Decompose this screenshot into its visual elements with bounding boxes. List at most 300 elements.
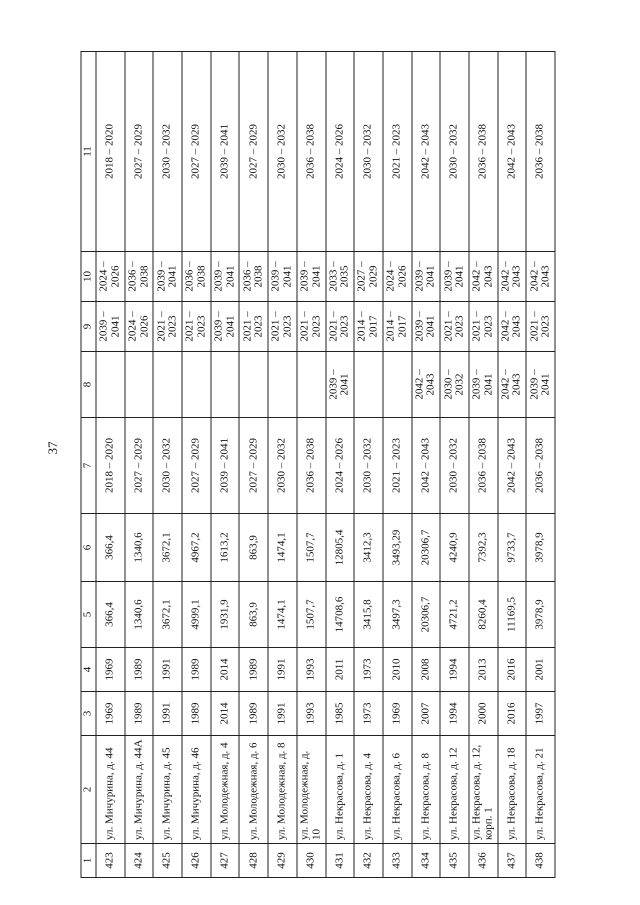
table-cell-v6: [354, 514, 383, 582]
column-header: 2: [81, 736, 96, 844]
table-cell-v6: [96, 514, 125, 582]
table-cell-year_c4: [239, 648, 268, 692]
cell-text: 1989: [247, 658, 259, 681]
table-cell-year_built: [182, 692, 211, 736]
cell-text: ул. Некрасова, д. 12: [447, 747, 460, 840]
cell-text: 2039 – 2041: [470, 369, 495, 400]
cell-text: 4721,2: [447, 599, 460, 630]
table-cell-period7: [211, 418, 240, 514]
cell-text: 430: [304, 852, 317, 869]
cell-text: 2011: [333, 658, 346, 681]
table-cell-v5: [326, 582, 355, 648]
table-cell-c9: [297, 302, 326, 352]
table-cell-c10: [297, 252, 326, 302]
table-cell-c8: [96, 352, 125, 418]
cell-text: 2024 – 2026: [333, 124, 346, 179]
cell-text: 2042 – 2043: [470, 261, 495, 292]
table-cell-c8: [412, 352, 441, 418]
table-cell-period11: [526, 52, 555, 252]
table-row: [268, 52, 297, 878]
cell-text: 2030 – 2032: [275, 124, 288, 179]
cell-text: 438: [533, 852, 546, 869]
table-cell-v6: [498, 514, 527, 582]
cell-text: 1507,7: [304, 599, 317, 630]
cell-text: 436: [476, 852, 489, 869]
cell-text: 2021 – 2023: [298, 311, 323, 342]
cell-text: 366,4: [103, 535, 116, 560]
cell-text: 2027 – 2029: [247, 438, 259, 493]
cell-text: 2024 – 2026: [126, 311, 151, 342]
table-cell-c8: [297, 352, 326, 418]
table-cell-period11: [125, 52, 154, 252]
cell-text: 2014 – 2017: [384, 311, 409, 342]
cell-text: 1931,9: [218, 599, 231, 630]
table-row: [383, 52, 412, 878]
table-cell-c10: [239, 252, 268, 302]
table-cell-period7: [469, 418, 498, 514]
table-cell-c9: [412, 302, 441, 352]
cell-text: 1340,6: [132, 532, 145, 563]
cell-text: 1969: [390, 702, 403, 725]
table-cell-num: [153, 844, 182, 878]
table-cell-year_built: [354, 692, 383, 736]
table-cell-v6: [326, 514, 355, 582]
table-cell-addr: [297, 736, 326, 844]
table-cell-v5: [239, 582, 268, 648]
cell-text: 427: [218, 852, 231, 869]
cell-text: 2014: [218, 702, 231, 725]
column-header: 8: [81, 352, 96, 418]
table-cell-period11: [182, 52, 211, 252]
table-cell-period7: [182, 418, 211, 514]
cell-text: 1989: [189, 702, 202, 725]
cell-text: 428: [247, 852, 259, 869]
table-cell-v6: [383, 514, 412, 582]
cell-text: 2036 – 2038: [476, 124, 489, 179]
table-cell-v6: [182, 514, 211, 582]
cell-text: 2024 – 2026: [384, 261, 409, 292]
cell-text: 2013: [476, 658, 489, 681]
table-cell-period11: [498, 52, 527, 252]
table-row: [125, 52, 154, 878]
table-cell-v5: [469, 582, 498, 648]
cell-text: 2016: [505, 702, 518, 725]
cell-text: 2021 – 2023: [390, 438, 403, 493]
table-cell-year_built: [211, 692, 240, 736]
cell-text: 20306,7: [419, 596, 432, 633]
table-cell-period11: [354, 52, 383, 252]
table-cell-v6: [211, 514, 240, 582]
table-cell-period11: [440, 52, 469, 252]
cell-text: 3412,3: [361, 532, 374, 563]
cell-text: 2021 – 2023: [390, 124, 403, 179]
cell-text: 2036 – 2038: [304, 438, 317, 493]
table-cell-c10: [498, 252, 527, 302]
table-cell-v6: [469, 514, 498, 582]
column-header: 10: [81, 252, 96, 302]
table-cell-addr: [153, 736, 182, 844]
cell-text: 1993: [304, 658, 317, 681]
cell-text: 2042 – 2043: [528, 261, 552, 292]
cell-text: 2000: [476, 702, 489, 725]
table-cell-num: [297, 844, 326, 878]
cell-text: ул. Некрасова, д. 12, корп. 1: [470, 744, 495, 840]
table-cell-year_built: [125, 692, 154, 736]
cell-text: 2018 – 2020: [103, 124, 116, 179]
cell-text: 9733,7: [505, 532, 518, 563]
table-row: [153, 52, 182, 878]
table-cell-period7: [326, 418, 355, 514]
table-cell-v6: [239, 514, 268, 582]
cell-text: 14708,6: [333, 596, 346, 633]
table-cell-year_c4: [326, 648, 355, 692]
table-cell-period7: [125, 418, 154, 514]
cell-text: 2042 – 2043: [505, 124, 518, 179]
cell-text: 2021 – 2023: [470, 311, 495, 342]
cell-text: 3672,1: [160, 532, 173, 563]
table-cell-c8: [354, 352, 383, 418]
table-cell-period7: [96, 418, 125, 514]
cell-text: 2042 – 2043: [419, 438, 432, 493]
cell-text: 863,9: [247, 602, 259, 627]
cell-text: 12805,4: [333, 529, 346, 566]
table-cell-year_c4: [153, 648, 182, 692]
column-header: 5: [81, 582, 96, 648]
table-cell-c8: [125, 352, 154, 418]
cell-text: 2021 – 2023: [155, 311, 179, 342]
table-cell-v5: [153, 582, 182, 648]
cell-text: 1993: [304, 702, 317, 725]
table-cell-v6: [526, 514, 555, 582]
cell-text: 2036 – 2038: [241, 261, 265, 292]
cell-text: 2039 – 2041: [413, 311, 437, 342]
cell-text: 426: [189, 852, 202, 869]
table-cell-period11: [153, 52, 182, 252]
table-cell-period11: [268, 52, 297, 252]
table-row: [326, 52, 355, 878]
cell-text: 1991: [160, 702, 173, 725]
table-cell-addr: [354, 736, 383, 844]
table-cell-year_built: [469, 692, 498, 736]
table-cell-c9: [125, 302, 154, 352]
cell-text: 2042 – 2043: [499, 261, 523, 292]
cell-text: 2039 – 2041: [327, 369, 351, 400]
table-cell-c9: [526, 302, 555, 352]
cell-text: 863,9: [247, 535, 259, 560]
cell-text: 1969: [103, 702, 116, 725]
table-cell-v5: [354, 582, 383, 648]
table-row: [354, 52, 383, 878]
table-cell-c9: [326, 302, 355, 352]
table-cell-year_built: [96, 692, 125, 736]
cell-text: 2036 – 2038: [533, 438, 546, 493]
cell-text: 8260,4: [476, 599, 489, 630]
table-cell-c9: [354, 302, 383, 352]
table-cell-c8: [153, 352, 182, 418]
cell-text: 425: [160, 852, 173, 869]
cell-text: 2039 – 2041: [218, 124, 231, 179]
table-cell-year_c4: [469, 648, 498, 692]
table-cell-period7: [440, 418, 469, 514]
cell-text: 2021 – 2023: [442, 311, 466, 342]
cell-text: 433: [390, 852, 403, 869]
table-row: [469, 52, 498, 878]
cell-text: 1474,1: [275, 599, 288, 630]
table-row: [182, 52, 211, 878]
table-cell-year_c4: [268, 648, 297, 692]
table-cell-v5: [96, 582, 125, 648]
table-cell-num: [526, 844, 555, 878]
column-header: 3: [81, 692, 96, 736]
cell-text: 1969: [103, 658, 116, 681]
cell-text: 2039 – 2041: [212, 311, 237, 342]
table-cell-num: [498, 844, 527, 878]
cell-text: 2039 – 2041: [528, 369, 552, 400]
table-cell-period11: [96, 52, 125, 252]
table-cell-num: [383, 844, 412, 878]
table-row: [211, 52, 240, 878]
column-header: 4: [81, 648, 96, 692]
table-cell-year_c4: [440, 648, 469, 692]
table-cell-year_built: [498, 692, 527, 736]
cell-text: 2036 – 2038: [126, 261, 151, 292]
cell-text: 2039 – 2041: [212, 261, 237, 292]
page-number: 37: [45, 441, 60, 455]
table-cell-addr: [498, 736, 527, 844]
cell-text: ул. Молодежная, д. 4: [218, 742, 231, 840]
table-cell-period7: [153, 418, 182, 514]
table-cell-addr: [96, 736, 125, 844]
cell-text: 2039 – 2041: [155, 261, 179, 292]
table-cell-period11: [297, 52, 326, 252]
cell-text: ул. Мичурина, д. 46: [189, 747, 202, 840]
table-cell-c9: [469, 302, 498, 352]
cell-text: 435: [447, 852, 460, 869]
table-cell-v5: [383, 582, 412, 648]
cell-text: 1989: [132, 702, 145, 725]
table-cell-num: [211, 844, 240, 878]
cell-text: 1997: [533, 702, 546, 725]
cell-text: 1991: [275, 658, 288, 681]
table-cell-c10: [211, 252, 240, 302]
table-cell-year_c4: [354, 648, 383, 692]
table-cell-c10: [96, 252, 125, 302]
table-cell-v6: [125, 514, 154, 582]
table-cell-c8: [326, 352, 355, 418]
cell-text: 1989: [247, 702, 259, 725]
cell-text: 1989: [189, 658, 202, 681]
cell-text: ул. Некрасова, д. 8: [419, 753, 432, 840]
cell-text: 2027 – 2029: [247, 124, 259, 179]
table-cell-period11: [469, 52, 498, 252]
cell-text: ул. Некрасова, д. 18: [505, 747, 518, 840]
cell-text: 434: [419, 852, 432, 869]
table-cell-c10: [412, 252, 441, 302]
cell-text: 4999,1: [189, 599, 202, 630]
cell-text: 7392,3: [476, 532, 489, 563]
cell-text: 2030 – 2032: [447, 438, 460, 493]
cell-text: 4967,2: [189, 532, 202, 563]
cell-text: 2021 – 2023: [269, 311, 294, 342]
cell-text: ул. Мичурина, д. 45: [160, 747, 173, 840]
table-cell-c10: [383, 252, 412, 302]
table-body: [96, 52, 555, 878]
cell-text: 2010: [390, 658, 403, 681]
cell-text: 431: [333, 852, 346, 869]
table-cell-c10: [125, 252, 154, 302]
table-cell-c8: [526, 352, 555, 418]
table-cell-c8: [182, 352, 211, 418]
table-cell-period7: [297, 418, 326, 514]
table-cell-v6: [412, 514, 441, 582]
table-cell-num: [354, 844, 383, 878]
table-cell-v5: [182, 582, 211, 648]
table-cell-num: [96, 844, 125, 878]
table-cell-c9: [211, 302, 240, 352]
table-cell-addr: [182, 736, 211, 844]
table-cell-v5: [412, 582, 441, 648]
table-cell-c10: [182, 252, 211, 302]
table-cell-period7: [526, 418, 555, 514]
table-cell-c8: [268, 352, 297, 418]
table-cell-c10: [440, 252, 469, 302]
cell-text: 1973: [361, 702, 374, 725]
table-cell-year_built: [412, 692, 441, 736]
table-cell-c8: [383, 352, 412, 418]
table-cell-year_built: [440, 692, 469, 736]
cell-text: 2021 – 2023: [327, 311, 351, 342]
housing-table: [81, 51, 556, 878]
table-cell-num: [268, 844, 297, 878]
table-cell-year_c4: [297, 648, 326, 692]
table-cell-num: [326, 844, 355, 878]
cell-text: ул. Молодежная, д. 6: [247, 742, 259, 840]
table-cell-addr: [469, 736, 498, 844]
cell-text: 2036 – 2038: [304, 124, 317, 179]
table-cell-c10: [354, 252, 383, 302]
cell-text: 2042 – 2043: [499, 311, 523, 342]
cell-text: 1613,2: [218, 532, 231, 563]
cell-text: ул. Мичурина, д. 44: [103, 747, 116, 840]
table-cell-year_built: [153, 692, 182, 736]
cell-text: 2024 – 2026: [97, 261, 122, 292]
table-cell-c9: [96, 302, 125, 352]
cell-text: ул. Мичурина, д. 44А: [132, 739, 145, 840]
table-cell-v6: [297, 514, 326, 582]
table-cell-year_built: [297, 692, 326, 736]
table-cell-c8: [211, 352, 240, 418]
table-cell-year_c4: [526, 648, 555, 692]
table-cell-c8: [239, 352, 268, 418]
cell-text: 437: [505, 852, 518, 869]
table-cell-c10: [526, 252, 555, 302]
cell-text: 1994: [447, 658, 460, 681]
table-cell-year_built: [326, 692, 355, 736]
cell-text: 2018 – 2020: [103, 438, 116, 493]
cell-text: 2030 – 2032: [275, 438, 288, 493]
cell-text: 2042 – 2043: [499, 369, 523, 400]
table-cell-v5: [526, 582, 555, 648]
table-header-row: [81, 52, 96, 878]
cell-text: 424: [132, 852, 145, 869]
table-cell-addr: [211, 736, 240, 844]
table-row: [297, 52, 326, 878]
cell-text: 1474,1: [275, 532, 288, 563]
table-cell-period7: [412, 418, 441, 514]
table-cell-num: [440, 844, 469, 878]
table-cell-v5: [268, 582, 297, 648]
table-cell-year_c4: [211, 648, 240, 692]
cell-text: 2036 – 2038: [533, 124, 546, 179]
cell-text: ул. Молодежная, д. 10: [298, 750, 323, 840]
cell-text: 2021 – 2023: [528, 311, 552, 342]
cell-text: 20306,7: [419, 529, 432, 566]
column-header: 1: [81, 844, 96, 878]
cell-text: 2036 – 2038: [476, 438, 489, 493]
table-cell-v5: [125, 582, 154, 648]
table-cell-addr: [268, 736, 297, 844]
table-cell-year_c4: [96, 648, 125, 692]
cell-text: 2027 – 2029: [132, 124, 145, 179]
table-cell-v5: [440, 582, 469, 648]
table-cell-year_c4: [182, 648, 211, 692]
table-cell-period11: [239, 52, 268, 252]
column-header: 11: [81, 52, 96, 252]
table-cell-c8: [440, 352, 469, 418]
table-cell-num: [469, 844, 498, 878]
cell-text: 11169,5: [505, 597, 518, 632]
cell-text: 3493,29: [390, 529, 403, 566]
cell-text: 3672,1: [160, 599, 173, 630]
table-cell-year_built: [268, 692, 297, 736]
table-cell-year_c4: [125, 648, 154, 692]
cell-text: 2027 – 2029: [355, 261, 380, 292]
table-cell-v5: [297, 582, 326, 648]
table-cell-year_built: [383, 692, 412, 736]
cell-text: 2021 – 2023: [183, 311, 208, 342]
table-cell-period7: [383, 418, 412, 514]
table-cell-period7: [268, 418, 297, 514]
cell-text: ул. Некрасова, д. 4: [361, 753, 374, 840]
cell-text: 2033 – 2035: [327, 261, 351, 292]
table-cell-year_c4: [498, 648, 527, 692]
table-cell-addr: [239, 736, 268, 844]
table-cell-c9: [440, 302, 469, 352]
cell-text: 1985: [333, 702, 346, 725]
table-row: [239, 52, 268, 878]
table-cell-c10: [326, 252, 355, 302]
cell-text: 2030 – 2032: [447, 124, 460, 179]
table-cell-num: [239, 844, 268, 878]
table-cell-v5: [211, 582, 240, 648]
table-cell-period7: [239, 418, 268, 514]
cell-text: 1973: [361, 658, 374, 681]
cell-text: 2027 – 2029: [189, 124, 202, 179]
cell-text: 2030 – 2032: [160, 438, 173, 493]
cell-text: 366,4: [103, 602, 116, 627]
cell-text: ул. Молодежная, д. 8: [275, 742, 288, 840]
table-cell-period7: [498, 418, 527, 514]
table-cell-addr: [412, 736, 441, 844]
table-cell-c9: [268, 302, 297, 352]
table-row: [440, 52, 469, 878]
cell-text: 1340,6: [132, 599, 145, 630]
cell-text: 2016: [505, 658, 518, 681]
table-cell-addr: [526, 736, 555, 844]
cell-text: 3497,3: [390, 599, 403, 630]
table-row: [526, 52, 555, 878]
cell-text: 2030 – 2032: [361, 438, 374, 493]
